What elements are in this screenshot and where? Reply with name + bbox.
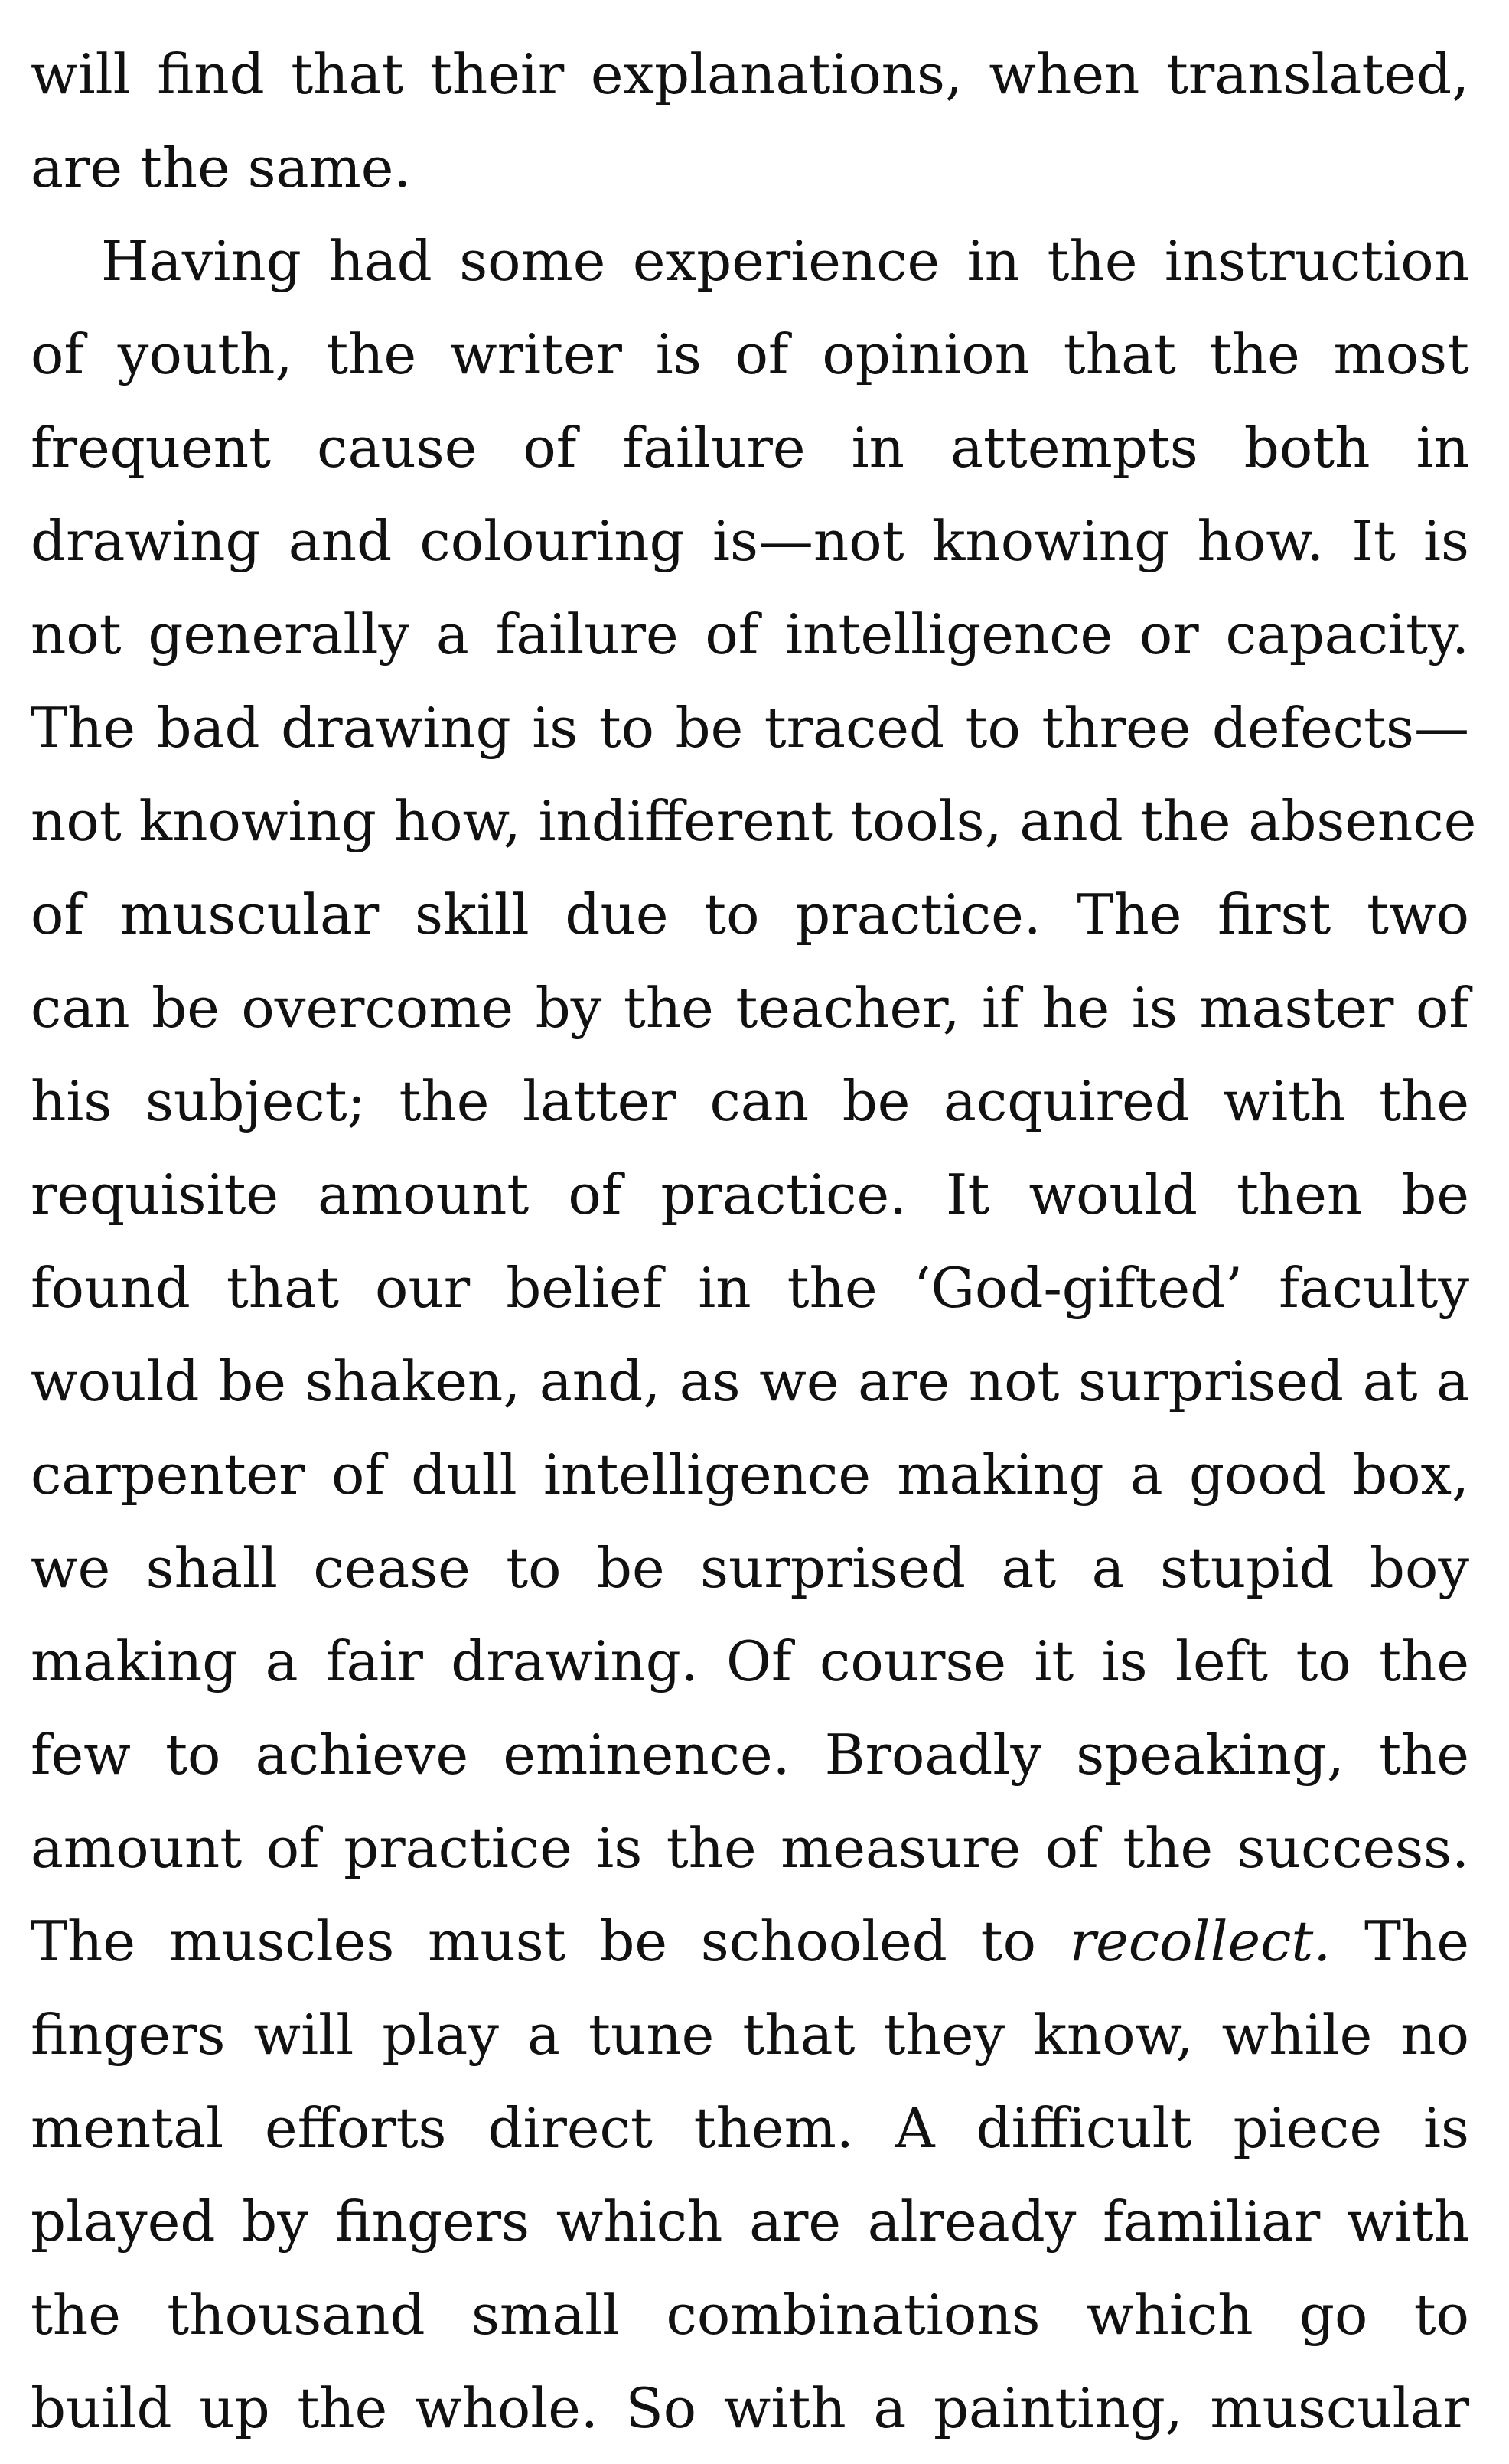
text-line: not generally a failure of intelligence or capacity. [31,602,1469,667]
text-line: of youth, the writer is of opinion that the most [31,322,1469,386]
text-line: fingers will play a tune that they know, while no [31,2003,1469,2067]
text-line: frequent cause of failure in attempts both in [31,416,1469,480]
text-line: The bad drawing is to be traced to three defects— [31,696,1469,760]
text-line: his subject; the latter can be acquired with the [31,1069,1469,1133]
text-line: played by fingers which are already familiar with [31,2189,1469,2254]
text-line: are the same. [31,135,412,200]
text-line: can be overcome by the teacher, if he is master of [31,976,1469,1040]
text-line: found that our belief in the ‘God-gifted’ faculty [31,1256,1469,1320]
body-text [31,28,1477,2455]
text-line: mental efforts direct them. A difficult piece is [31,2096,1469,2160]
italic-word: recollect. [1069,1909,1331,1973]
text-line: would be shaken, and, as we are not surprised at a [31,1349,1469,1413]
text-line: making a fair drawing. Of course it is left to the [31,1629,1469,1693]
text-line: of muscular skill due to practice. The first two [31,882,1469,947]
text-line: build up the whole. So with a painting, muscular [31,2376,1469,2440]
text-line: few to achieve eminence. Broadly speaking, the [31,1723,1469,1787]
text-line: not knowing how, indifferent tools, and the absence [31,789,1477,853]
text-line: we shall cease to be surprised at a stupid boy [31,1536,1469,1600]
text-line: the thousand small combinations which go to [31,2283,1469,2347]
text-line: requisite amount of practice. It would then be [31,1162,1469,1227]
text-line-mixed [31,1895,1469,1988]
text-line: drawing and colouring is—not knowing how. It is [31,509,1469,573]
text-line: will find that their explanations, when translated, [31,42,1469,106]
text-segment: The [1364,1909,1470,1973]
text-line: Having had some experience in the instruction [101,229,1469,293]
text-segment: The muscles must be schooled to [31,1909,1036,1973]
text-line: amount of practice is the measure of the success. [31,1816,1469,1880]
text-line: carpenter of dull intelligence making a good box, [31,1442,1469,1507]
